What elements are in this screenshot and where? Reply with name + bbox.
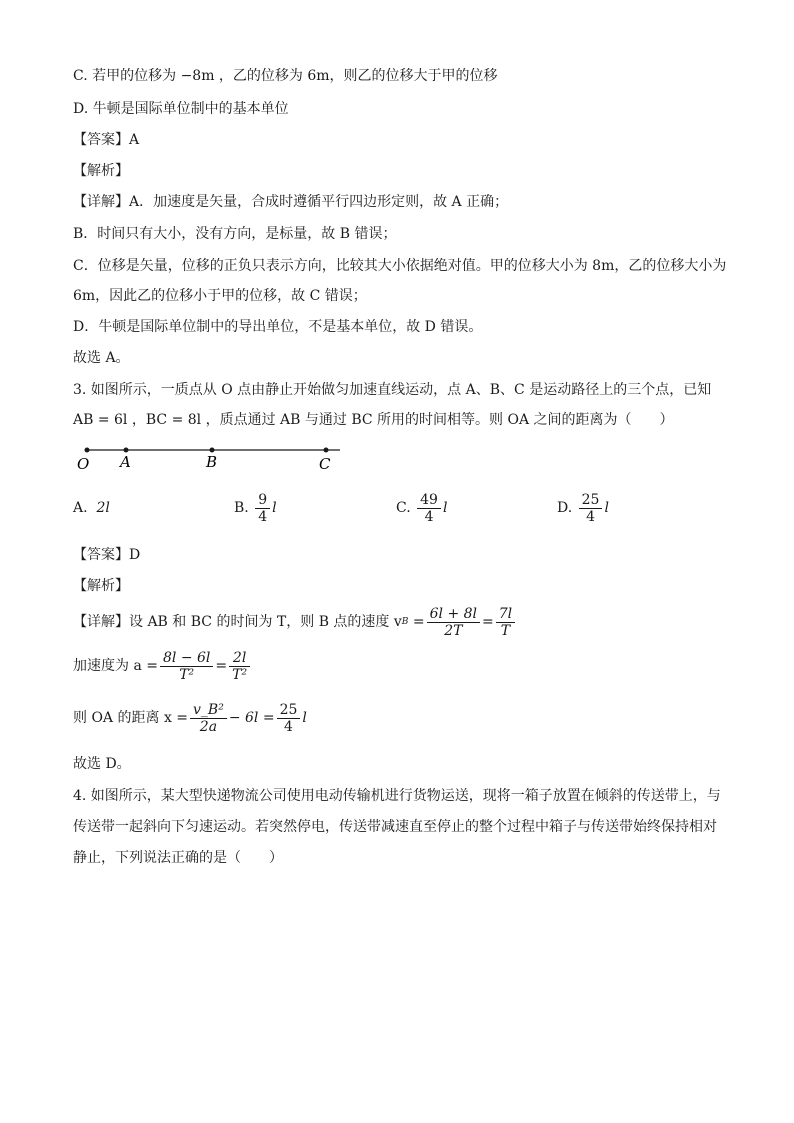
label-o: O	[77, 455, 90, 473]
fraction: $\frac{25}{4}$	[277, 702, 301, 735]
fraction: $\frac{2l}{\text{T²}}$	[229, 650, 250, 683]
label-a: A	[120, 453, 131, 471]
q3-option-b: B. $\frac{9}{4}$ l	[234, 491, 277, 525]
q3-stem-line2: AB = 6l ，BC = 8l ，质点通过 AB 与通过 BC 所用的时间相等。则 OA 之间的距离为（ ）	[73, 412, 674, 428]
q3-option-c: C. $\frac{49}{4}$ l	[396, 491, 448, 525]
q4-stem-line1: 4. 如图所示，某大型快递物流公司使用电动传输机进行货物运送，现将一箱子放置在倾斜的传送带上，与	[73, 788, 721, 804]
label-c: C	[319, 455, 331, 473]
q3-detail-velocity: 【详解】设 AB 和 BC 的时间为 T，则 B 点的速度 v B = $\frac{6l + 8l}{2T}$ = $\frac{7l}{T}$	[73, 602, 517, 642]
q3-stem-line1: 3. 如图所示，一质点从 O 点由静止开始做匀加速直线运动，点 A、B、C 是运动路径上的三个点，已知	[73, 382, 712, 398]
q2-option-d: D. 牛顿是国际单位制中的基本单位	[73, 101, 289, 117]
point-a	[124, 448, 129, 453]
q2-detail-c-line1: C．位移是矢量，位移的正负只表示方向，比较其大小依据绝对值。甲的位移大小为 8m，乙的位移大小为	[73, 258, 727, 274]
q3-answer: 【答案】D	[73, 547, 141, 563]
q2-detail-c-line2: 6m，因此乙的位移小于甲的位移，故 C 错误；	[73, 288, 367, 304]
fraction: $\frac{\text{v\_B²}}{2a}$	[190, 702, 227, 735]
q3-option-a: A. 2l	[73, 500, 110, 516]
point-c	[324, 448, 329, 453]
fraction: $\frac{25}{4}$	[579, 492, 603, 525]
fraction: $\frac{49}{4}$	[417, 492, 441, 525]
fraction: $\frac{9}{4}$	[255, 492, 270, 525]
q2-conclusion: 故选 A。	[73, 350, 130, 366]
q2-option-c: C. 若甲的位移为 −8m ，乙的位移为 6m，则乙的位移大于甲的位移	[73, 68, 498, 84]
q2-detail-b: B．时间只有大小，没有方向，是标量，故 B 错误；	[73, 226, 397, 242]
point-o	[85, 448, 90, 453]
q2-detail-d: D．牛顿是国际单位制中的导出单位，不是基本单位，故 D 错误。	[73, 319, 483, 335]
q3-detail-distance: 则 OA 的距离 x = $\frac{\text{v\_B²}}{2a}$ − 6l = $\frac{25}{4}$ l	[73, 701, 307, 735]
q2-detail-a: 【详解】A．加速度是矢量，合成时遵循平行四边形定则，故 A 正确；	[73, 194, 509, 210]
fraction: $\frac{7l}{T}$	[496, 606, 515, 639]
q4-stem-line2: 传送带一起斜向下匀速运动。若突然停电，传送带减速直至停止的整个过程中箱子与传送带始终保持相对	[73, 819, 717, 835]
q2-answer: 【答案】A	[73, 132, 140, 148]
q2-analysis-heading: 【解析】	[73, 163, 129, 179]
point-b	[210, 448, 215, 453]
q3-line-diagram	[70, 440, 360, 476]
fraction: $\frac{6l + 8l}{2T}$	[427, 606, 480, 639]
q3-detail-acceleration: 加速度为 a = $\frac{8l - 6l}{\text{T²}}$ = $\frac{2l}{\text{T²}}$	[73, 645, 252, 687]
q4-stem-line3: 静止，下列说法正确的是（ ）	[73, 850, 283, 866]
fraction: $\frac{8l - 6l}{\text{T²}}$	[160, 650, 213, 683]
q3-conclusion: 故选 D。	[73, 756, 131, 772]
label-b: B	[206, 453, 218, 471]
q3-option-d: D. $\frac{25}{4}$ l	[557, 491, 609, 525]
q3-analysis-heading: 【解析】	[73, 578, 129, 594]
